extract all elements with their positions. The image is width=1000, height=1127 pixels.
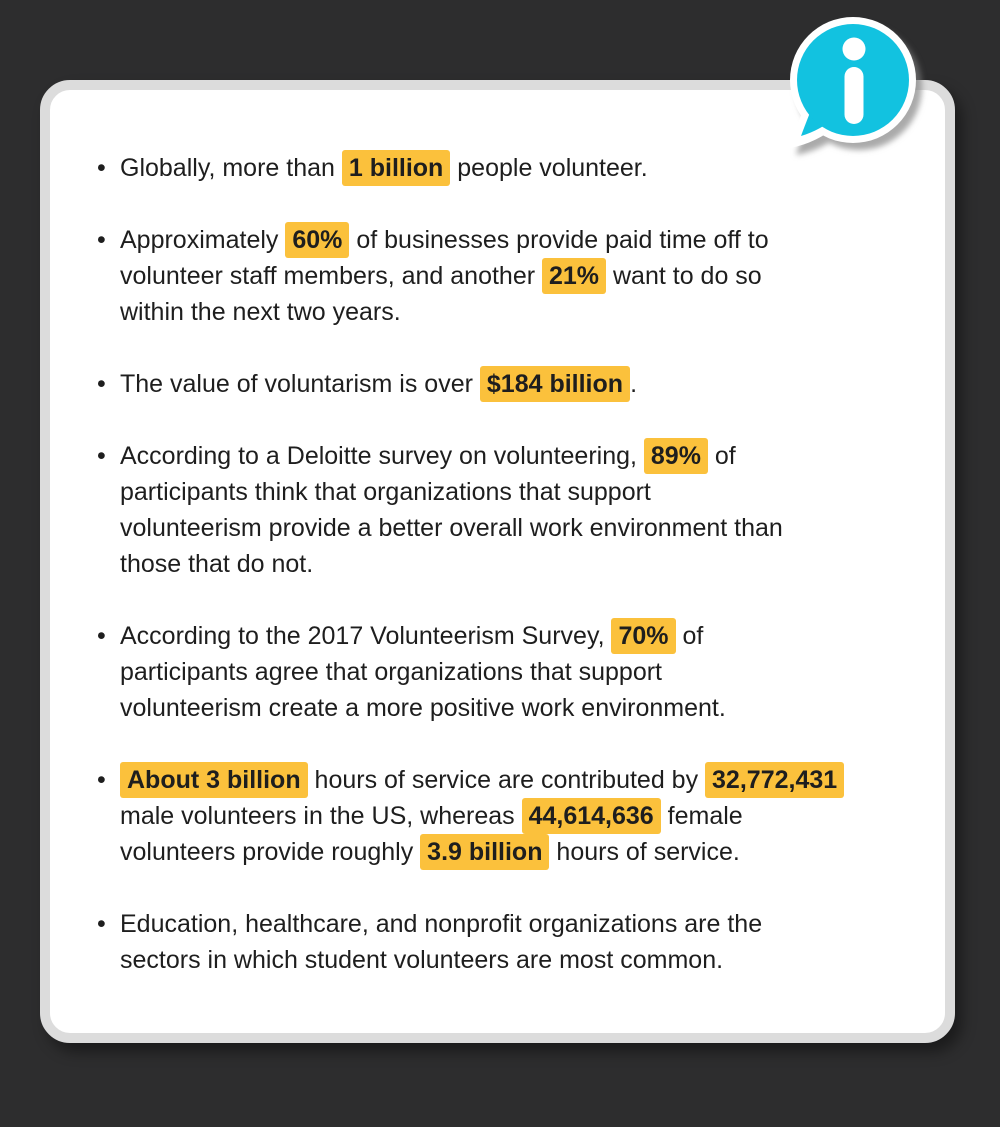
- list-item: [97, 366, 925, 402]
- highlighted-stat: About 3 billion: [120, 762, 308, 798]
- fact-text: volunteerism create a more positive work environment.: [120, 694, 726, 722]
- highlighted-stat: 70%: [611, 618, 675, 654]
- list-item: [97, 906, 925, 978]
- list-item: [97, 618, 925, 726]
- highlighted-stat: $184 billion: [480, 366, 630, 402]
- highlighted-stat: 21%: [542, 258, 606, 294]
- fact-text: those that do not.: [120, 550, 314, 578]
- fact-text: The value of voluntarism is over: [120, 370, 480, 398]
- fact-text: According to a Deloitte survey on volunteering,: [120, 442, 644, 470]
- fact-text: participants think that organizations that support: [120, 478, 651, 506]
- fact-text: people volunteer.: [450, 154, 648, 182]
- fact-text: of businesses provide paid time off to: [349, 226, 769, 254]
- fact-list: [97, 150, 925, 978]
- fact-text: Approximately: [120, 226, 286, 254]
- info-glyph-bar: [845, 67, 864, 124]
- fact-text: sectors in which student volunteers are most common.: [120, 946, 724, 974]
- highlighted-stat: 32,772,431: [705, 762, 844, 798]
- fact-text: According to the 2017 Volunteerism Survey,: [120, 622, 612, 650]
- fact-text: volunteers provide roughly: [120, 838, 421, 866]
- fact-text: Education, healthcare, and nonprofit organizations are the: [120, 910, 763, 938]
- list-item: [97, 762, 925, 870]
- fact-text: female: [660, 802, 743, 830]
- fact-text: of: [707, 442, 736, 470]
- highlighted-stat: 44,614,636: [522, 798, 661, 834]
- facts-card: [40, 80, 955, 1043]
- fact-text: of: [675, 622, 704, 650]
- fact-text: want to do so: [606, 262, 762, 290]
- fact-text: Globally, more than: [120, 154, 342, 182]
- fact-text: volunteer staff members, and another: [120, 262, 542, 290]
- fact-text: .: [630, 370, 638, 398]
- info-glyph-dot: [843, 38, 866, 61]
- fact-text: volunteerism provide a better overall work environment than: [120, 514, 783, 542]
- fact-text: within the next two years.: [120, 298, 401, 326]
- fact-text: hours of service.: [549, 838, 740, 866]
- list-item: [97, 438, 925, 582]
- info-speech-bubble-icon: [783, 10, 923, 156]
- fact-text: participants agree that organizations that support: [120, 658, 663, 686]
- fact-text: male volunteers in the US, whereas: [120, 802, 522, 830]
- fact-text: hours of service are contributed by: [307, 766, 706, 794]
- list-item: [97, 222, 925, 330]
- highlighted-stat: 1 billion: [342, 150, 450, 186]
- highlighted-stat: 60%: [285, 222, 349, 258]
- highlighted-stat: 3.9 billion: [420, 834, 549, 870]
- highlighted-stat: 89%: [644, 438, 708, 474]
